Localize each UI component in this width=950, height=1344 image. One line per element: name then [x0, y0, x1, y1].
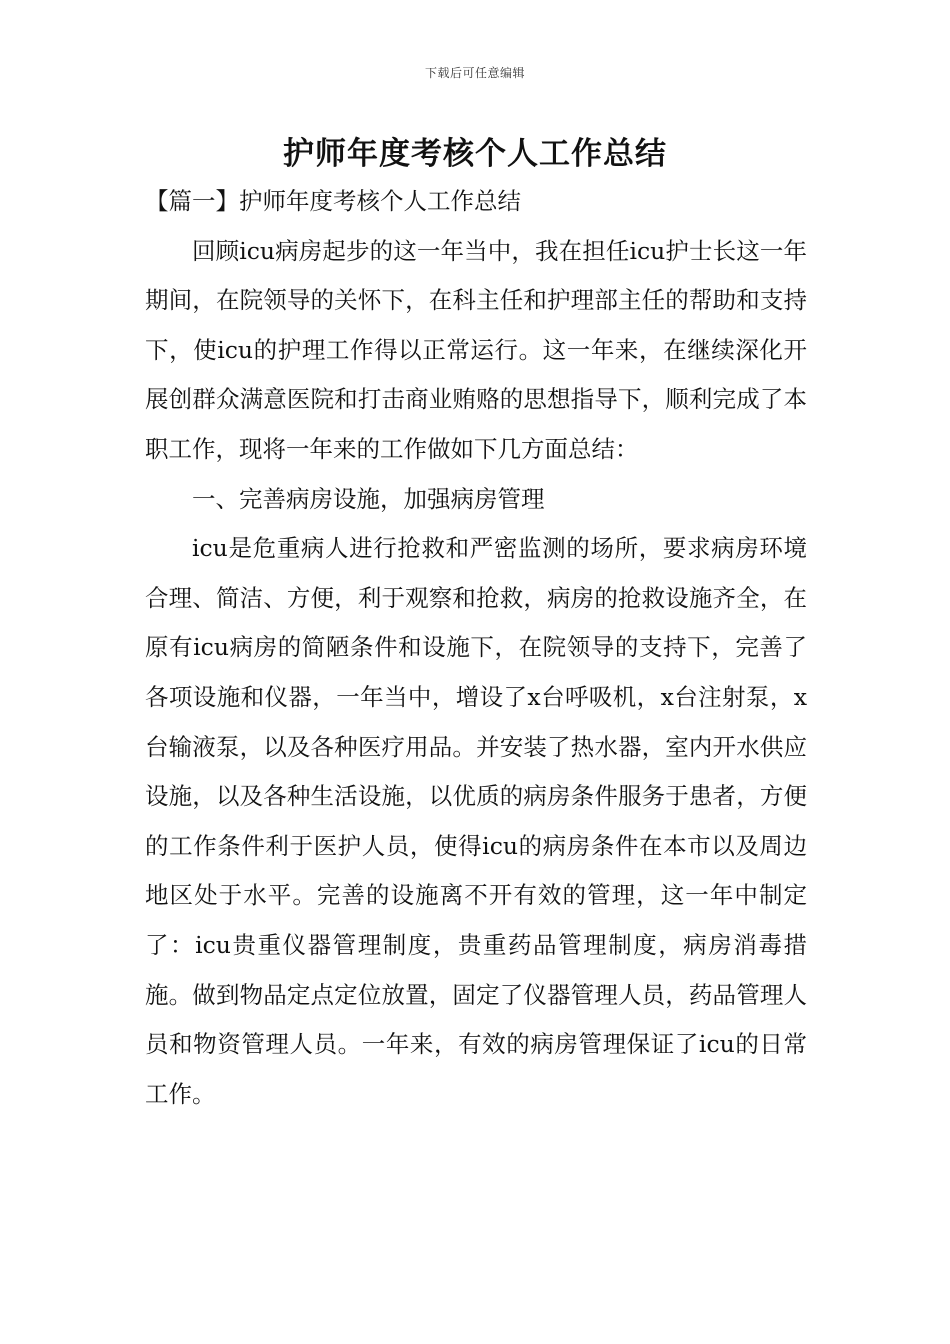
document-title: 护师年度考核个人工作总结	[283, 136, 667, 172]
paragraph-intro: 回顾icu病房起步的这一年当中，我在担任icu护士长这一年期间，在院领导的关怀下，在科主任和护理部主任的帮助和支持下，使icu的护理工作得以正常运行。这一年来，在继续深化开展创群众满意医院和打击商业贿赂的思想指导下，顺利完成了本职工作，现将一年来的工作做如下几方面总结：	[145, 236, 807, 463]
document-body	[145, 177, 807, 1119]
paragraph-facilities: icu是危重病人进行抢救和严密监测的场所，要求病房环境合理、简洁、方便，利于观察和抢救，病房的抢救设施齐全，在原有icu病房的简陋条件和设施下，在院领导的支持下，完善了各项设施和仪器，一年当中，增设了x台呼吸机，x台注射泵，x台输液泵，以及各种医疗用品。并安装了热水器，室内开水供应设施，以及各种生活设施，以优质的病房条件服务于患者，方便的工作条件利于医护人员，使得icu的病房条件在本市以及周边地区处于水平。完善的设施离不开有效的管理，这一年中制定了：icu贵重仪器管理制度，贵重药品管理制度，病房消毒措施。做到物品定点定位放置，固定了仪器管理人员，药品管理人员和物资管理人员。一年来，有效的病房管理保证了icu的日常工作。	[145, 534, 807, 1108]
section-label: 【篇一】护师年度考核个人工作总结	[145, 187, 521, 215]
header-note: 下载后可任意编辑	[424, 66, 525, 80]
section-heading-1: 一、完善病房设施，加强病房管理	[192, 484, 545, 513]
